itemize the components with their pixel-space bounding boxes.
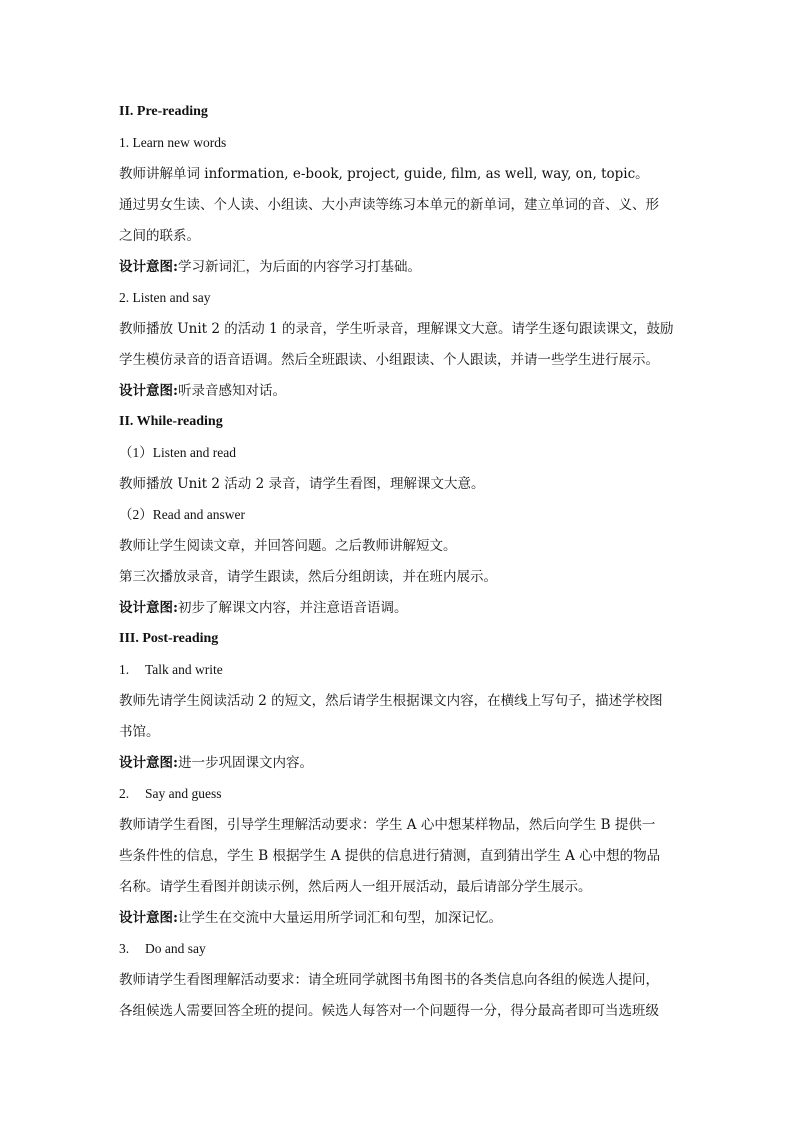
list-number: 3. xyxy=(119,941,130,956)
design-intent-text: 进一步巩固课文内容。 xyxy=(177,755,313,771)
paragraph: 学生模仿录音的语音语调。然后全班跟读、小组跟读、个人跟读，并请一些学生进行展示。 xyxy=(119,352,659,368)
read-and-answer-title: （2）Read and answer xyxy=(119,507,245,522)
design-intent xyxy=(119,909,684,927)
paragraph: 之间的联系。 xyxy=(119,228,200,244)
design-intent-label: 设计意图: xyxy=(119,755,178,771)
paragraph: 些条件性的信息，学生 B 根据学生 A 提供的信息进行猜测，直到猜出学生 A 心中想的物品 xyxy=(119,848,661,864)
do-and-say-title xyxy=(119,940,684,958)
paragraph: 通过男女生读、个人读、小组读、大小声读等练习本单元的新单词，建立单词的音、义、形 xyxy=(119,197,659,213)
paragraph: 教师讲解单词 information, e-book, project, guide, film, as well, way, on, topic。 xyxy=(119,166,649,182)
design-intent-text: 听录音感知对话。 xyxy=(177,383,286,399)
list-title: Say and guess xyxy=(145,786,222,801)
design-intent xyxy=(119,599,684,617)
design-intent-label: 设计意图: xyxy=(119,600,178,616)
paragraph: 教师播放 Unit 2 的活动 1 的录音，学生听录音，理解课文大意。请学生逐句跟读课文，鼓励 xyxy=(119,321,674,337)
design-intent-text: 让学生在交流中大量运用所学词汇和句型，加深记忆。 xyxy=(177,910,502,926)
paragraph: 教师让学生阅读文章，并回答问题。之后教师讲解短文。 xyxy=(119,538,457,554)
design-intent xyxy=(119,258,684,276)
pre-reading-heading: II. Pre-reading xyxy=(119,104,208,119)
design-intent-text: 初步了解课文内容，并注意语音语调。 xyxy=(177,600,408,616)
paragraph: 教师请学生看图理解活动要求：请全班同学就图书角图书的各类信息向各组的候选人提问， xyxy=(119,972,659,988)
paragraph: 教师先请学生阅读活动 2 的短文，然后请学生根据课文内容，在横线上写句子，描述学校图 xyxy=(119,693,663,709)
list-number: 1. xyxy=(119,662,130,677)
design-intent-label: 设计意图: xyxy=(119,910,178,926)
list-title: Talk and write xyxy=(145,662,223,677)
post-reading-heading: III. Post-reading xyxy=(119,631,219,646)
list-number: 2. xyxy=(119,786,130,801)
listen-and-say-title: 2. Listen and say xyxy=(119,290,211,305)
learn-new-words-title: 1. Learn new words xyxy=(119,135,227,150)
design-intent xyxy=(119,382,684,400)
paragraph: 教师请学生看图，引导学生理解活动要求：学生 A 心中想某样物品，然后向学生 B 提供一 xyxy=(119,817,656,833)
paragraph: 第三次播放录音，请学生跟读，然后分组朗读，并在班内展示。 xyxy=(119,569,497,585)
paragraph: 书馆。 xyxy=(119,724,160,740)
paragraph: 教师播放 Unit 2 活动 2 录音，请学生看图，理解课文大意。 xyxy=(119,476,485,492)
design-intent-label: 设计意图: xyxy=(119,259,178,275)
say-and-guess-title xyxy=(119,785,684,803)
talk-and-write-title xyxy=(119,661,684,679)
design-intent xyxy=(119,754,684,772)
while-reading-heading: II. While-reading xyxy=(119,414,223,429)
paragraph: 各组候选人需要回答全班的提问。候选人每答对一个问题得一分，得分最高者即可当选班级 xyxy=(119,1003,659,1019)
list-title: Do and say xyxy=(145,941,206,956)
design-intent-label: 设计意图: xyxy=(119,383,178,399)
listen-and-read-title: （1）Listen and read xyxy=(119,445,236,460)
design-intent-text: 学习新词汇，为后面的内容学习打基础。 xyxy=(177,259,421,275)
paragraph: 名称。请学生看图并朗读示例，然后两人一组开展活动，最后请部分学生展示。 xyxy=(119,879,592,895)
